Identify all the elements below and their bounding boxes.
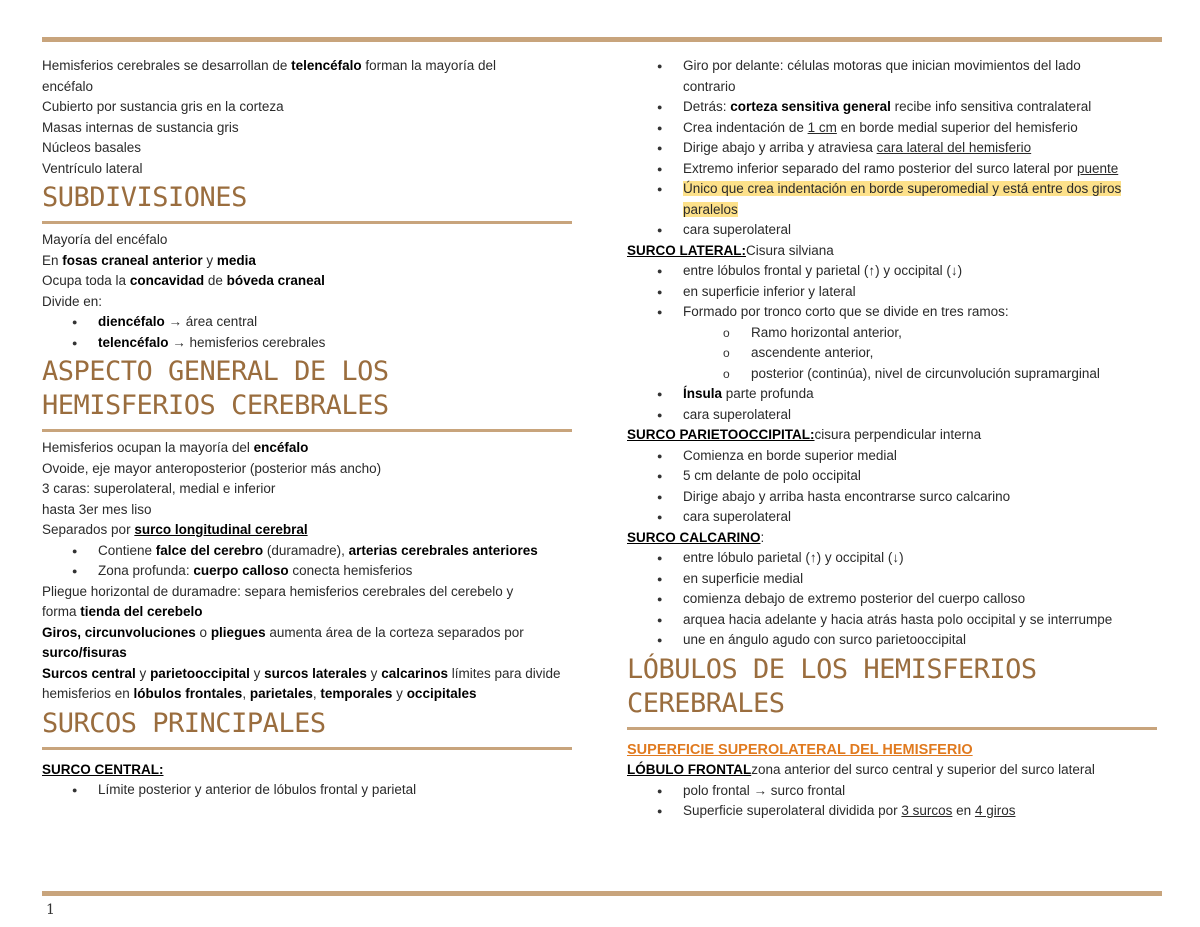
bold-text: Surcos central (42, 665, 136, 681)
heading-subdivisiones: SUBDIVISIONES (42, 182, 247, 213)
text-line (42, 271, 572, 292)
intro-line: Masas internas de sustancia gris (42, 119, 239, 135)
bold-text: cuerpo calloso (193, 563, 289, 578)
list-item-highlighted (643, 179, 1173, 220)
surco-central-list (58, 780, 572, 801)
intro-line: Ventrículo lateral (42, 160, 143, 176)
bold-text: parietales (249, 686, 313, 701)
list-item (42, 333, 572, 354)
surco-parietooccipital-line (627, 425, 1157, 446)
list-item: ● Giro por delante: células motoras que inician movimientos del lado contrario (643, 56, 1123, 97)
text-line: Mayoría del encéfalo (42, 232, 168, 247)
sub-list-item: o Ramo horizontal anterior, (643, 323, 1157, 344)
heading-lobulos: LÓBULOS DE LOS HEMISFERIOS CEREBRALES (627, 653, 1037, 719)
text-line: Divide en: (42, 293, 103, 309)
underlined-text: cara lateral del hemisferio (876, 140, 1032, 155)
surco-calcarino-list (643, 548, 1157, 651)
underlined-text: 3 surcos (901, 803, 953, 818)
surco-lateral-list-2 (643, 384, 1157, 425)
text-line (42, 520, 572, 541)
top-rule (42, 37, 1162, 42)
list-item (58, 561, 572, 582)
text-line (42, 251, 572, 272)
text-line (42, 684, 572, 705)
text: → hemisferios cerebrales (168, 334, 326, 350)
text: Hemisferios cerebrales se desarrollan de (42, 58, 292, 73)
text: Hemisferios ocupan la mayoría del (42, 440, 254, 455)
intro-line: Cubierto por sustancia gris en la corteza (42, 99, 284, 114)
lobulo-frontal-list (643, 781, 1157, 822)
bold-text: concavidad (129, 273, 205, 288)
text: Contiene (98, 542, 156, 558)
text: Ocupa toda la (42, 273, 130, 288)
text: conecta hemisferios (288, 563, 413, 578)
heading-aspecto-general: ASPECTO GENERAL DE LOS HEMISFERIOS CEREBRALES (42, 356, 389, 421)
intro-line (42, 56, 572, 77)
text: en (952, 803, 975, 818)
text: o (195, 624, 211, 640)
bold-text: arterias cerebrales anteriores (348, 542, 538, 558)
text: y (366, 665, 382, 681)
bold-text: tienda del cerebelo (80, 604, 203, 619)
list-item: ● cara superolateral (643, 220, 1157, 241)
list-item: ● Comienza en borde superior medial (643, 446, 1157, 467)
list-item: ● en superficie inferior y lateral (643, 282, 1157, 303)
underlined-text: puente (1076, 160, 1119, 176)
text: límites para divide (447, 665, 561, 681)
text: recibe info sensitiva contralateral (890, 99, 1092, 114)
list-item (42, 312, 572, 333)
bold-text: pliegues (210, 624, 266, 640)
bold-text: telencéfalo (291, 58, 362, 73)
heading-rule (42, 221, 572, 224)
text: (duramadre), (263, 542, 349, 558)
lobulo-frontal-line (627, 760, 1157, 781)
bold-text: parietooccipital (150, 665, 250, 681)
bold-text: occipitales (406, 686, 477, 701)
text: forman la mayoría del (361, 58, 496, 73)
bold-text: surco longitudinal cerebral (134, 522, 308, 537)
page-number: 1 (46, 902, 55, 918)
bottom-rule (42, 891, 1162, 896)
list-item: ● une en ángulo agudo con surco parietooccipital (643, 630, 1157, 651)
heading-surcos-principales: SURCOS PRINCIPALES (42, 707, 326, 739)
underlined-text: 4 giros (974, 803, 1016, 818)
text: Extremo inferior separado del ramo posterior del surco lateral por (683, 160, 1077, 176)
text: y (202, 252, 217, 268)
bold-text: temporales (320, 686, 393, 701)
text: y (249, 665, 265, 681)
text: zona anterior del surco central y superior del surco lateral (751, 762, 1095, 777)
heading-rule (42, 429, 572, 432)
text: y (392, 686, 407, 701)
text: forma (42, 604, 81, 619)
text: en borde medial superior del hemisferio (836, 119, 1078, 135)
list-item: ● entre lóbulos frontal y parietal (↑) y occipital (↓) (643, 261, 1157, 282)
bold-text: Giros, circunvoluciones (42, 624, 196, 640)
bold-text: encéfalo (253, 440, 309, 455)
surco-lateral-label: SURCO LATERAL: (627, 242, 746, 258)
bold-text: diencéfalo (98, 314, 165, 329)
text: Dirige abajo y arriba y atraviesa (683, 140, 877, 155)
surco-lateral-line (627, 241, 1157, 262)
bold-text: falce del cerebro (155, 542, 264, 558)
text: Zona profunda: (98, 563, 194, 578)
text-line: hasta 3er mes liso (42, 501, 152, 517)
surco-calcarino-line (627, 528, 1157, 549)
list-item: ● arquea hacia adelante y hacia atrás hasta polo occipital y se interrumpe (643, 610, 1157, 631)
left-column (42, 56, 572, 801)
subheading-superficie-superolateral: SUPERFICIE SUPEROLATERAL DEL HEMISFERIO (627, 741, 973, 758)
list-item (58, 541, 572, 562)
text-line (42, 623, 572, 644)
surco-central-label: SURCO CENTRAL: (42, 761, 164, 777)
intro-line: Núcleos basales (42, 140, 142, 155)
text: Superficie superolateral dividida por (683, 803, 902, 818)
list-item (643, 159, 1157, 180)
text: cisura perpendicular interna (814, 427, 982, 442)
right-column (627, 56, 1157, 822)
text: → área central (164, 314, 258, 329)
text: parte profunda (722, 386, 814, 401)
text-line (42, 643, 572, 664)
heading-rule (627, 727, 1157, 730)
list-item: ● Dirige abajo y arriba hasta encontrarse surco calcarino (643, 487, 1157, 508)
text-line (42, 602, 572, 623)
text-line: Ovoide, eje mayor anteroposterior (posterior más ancho) (42, 460, 382, 476)
text: : (760, 529, 765, 545)
text-line: 3 caras: superolateral, medial e inferior (42, 481, 276, 496)
text-line (42, 664, 572, 685)
surco-parietooccipital-label: SURCO PARIETOOCCIPITAL: (627, 427, 815, 442)
list-item (643, 118, 1157, 139)
bold-text: fosas craneal anterior (62, 252, 203, 268)
subdivisiones-list (42, 312, 572, 353)
bold-text: calcarinos (381, 665, 448, 681)
sub-list-item: o ascendente anterior, (643, 343, 1157, 364)
underlined-text: 1 cm (807, 119, 837, 135)
bold-text: Ínsula (683, 386, 723, 401)
text: En (42, 252, 63, 268)
text-line: Pliegue horizontal de duramadre: separa hemisferios cerebrales del cerebelo y (42, 583, 514, 599)
surco-lateral-sublist (643, 323, 1157, 385)
text: , (312, 686, 321, 701)
list-item (643, 138, 1157, 159)
surco-calcarino-label: SURCO CALCARINO (627, 529, 761, 545)
list-item: ● Límite posterior y anterior de lóbulos frontal y parietal (58, 780, 572, 801)
list-item: ● cara superolateral (643, 507, 1157, 528)
text: hemisferios en (42, 686, 134, 701)
intro-line: encéfalo (42, 78, 94, 94)
list-item: ● Formado por tronco corto que se divide en tres ramos: (643, 302, 1157, 323)
bold-text: surco/fisuras (42, 645, 127, 660)
bold-text: surcos laterales (264, 665, 367, 681)
bold-text: bóveda craneal (226, 273, 325, 288)
text: Cisura silviana (746, 242, 834, 258)
surco-lateral-list (643, 261, 1157, 323)
list-item: ● polo frontal → surco frontal (643, 781, 1157, 802)
bold-text: telencéfalo (98, 334, 169, 350)
list-item: ● comienza debajo de extremo posterior del cuerpo calloso (643, 589, 1157, 610)
list-item: ● en superficie medial (643, 569, 1157, 590)
bold-text: corteza sensitiva general (730, 99, 891, 114)
text: Separados por (42, 522, 135, 537)
text: , (242, 686, 250, 701)
list-item (643, 801, 1157, 822)
lobulo-frontal-label: LÓBULO FRONTAL (627, 762, 752, 777)
list-item: ● cara superolateral (643, 405, 1157, 426)
surco-central-list-cont (643, 56, 1157, 241)
list-item (643, 384, 1157, 405)
bold-text: lóbulos frontales (133, 686, 243, 701)
list-item: ● entre lóbulo parietal (↑) y occipital (↓) (643, 548, 1157, 569)
highlighted-text: Único que crea indentación en borde superomedial y está entre dos giros paralelos (683, 181, 1122, 217)
aspecto-list (58, 541, 572, 582)
surco-parietooccipital-list (643, 446, 1157, 528)
text: aumenta área de la corteza separados por (265, 624, 524, 640)
sub-list-item: o posterior (continúa), nivel de circunvolución supramarginal (643, 364, 1157, 385)
list-item: ● 5 cm delante de polo occipital (643, 466, 1157, 487)
text-line (42, 438, 572, 459)
text: de (204, 273, 227, 288)
text: y (135, 665, 151, 681)
list-item (643, 97, 1157, 118)
text: Crea indentación de (683, 119, 808, 135)
text: Detrás: (683, 99, 731, 114)
bold-text: media (216, 252, 256, 268)
heading-rule (42, 747, 572, 750)
